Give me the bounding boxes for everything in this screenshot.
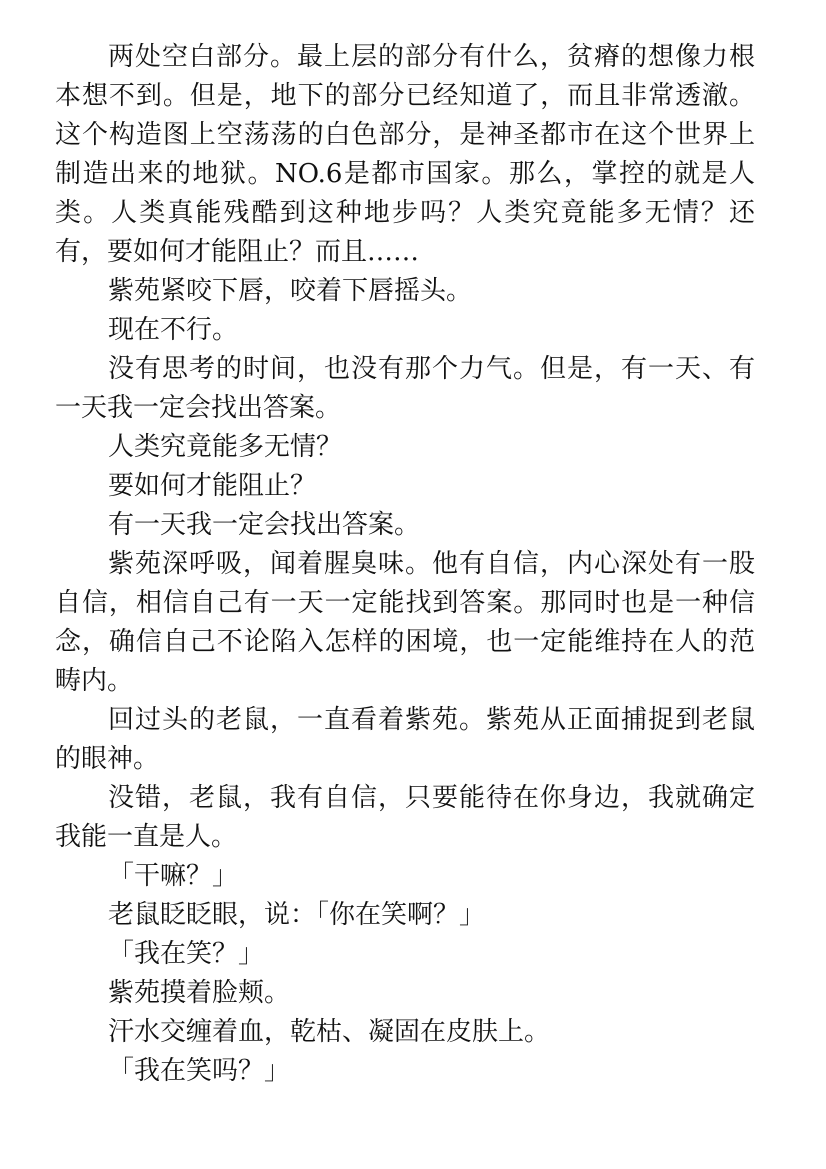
dialogue-line: 「干嘛？」	[108, 861, 239, 891]
paragraph: 有一天我一定会找出答案。	[108, 510, 421, 540]
paragraph: 紫苑摸着脸颊。	[108, 978, 291, 1008]
document-page	[55, 38, 755, 1091]
paragraph: 没有思考的时间，也没有那个力气。但是，有一天、有一天我一定会找出答案。	[55, 354, 755, 423]
dialogue-line: 「我在笑吗？」	[108, 1056, 291, 1086]
paragraph: 紫苑深呼吸，闻着腥臭味。他有自信，内心深处有一股自信，相信自己有一天一定能找到答案。那同时也是一种信念，确信自己不论陷入怎样的困境，也一定能维持在人的范畴内。	[55, 549, 755, 696]
paragraph: 没错，老鼠，我有自信，只要能待在你身边，我就确定我能一直是人。	[55, 783, 755, 852]
paragraph: 紫苑紧咬下唇，咬着下唇摇头。	[108, 276, 473, 306]
paragraph: 老鼠眨眨眼，说：「你在笑啊？」	[108, 900, 486, 930]
paragraph: 汗水交缠着血，乾枯、凝固在皮肤上。	[108, 1017, 551, 1047]
paragraph: 现在不行。	[108, 315, 239, 345]
paragraph: 两处空白部分。最上层的部分有什么，贫瘠的想像力根本想不到。但是，地下的部分已经知道了，而且非常透澈。这个构造图上空荡荡的白色部分，是神圣都市在这个世界上制造出来的地狱。NO.6是都市国家。那么，掌控的就是人类。人类真能残酷到这种地步吗？人类究竟能多无情？还有，要如何才能阻止？而且……	[55, 42, 755, 267]
paragraph: 要如何才能阻止？	[108, 471, 317, 501]
paragraph: 人类究竟能多无情？	[108, 432, 343, 462]
dialogue-line: 「我在笑？」	[108, 939, 265, 969]
paragraph: 回过头的老鼠，一直看着紫苑。紫苑从正面捕捉到老鼠的眼神。	[55, 705, 755, 774]
